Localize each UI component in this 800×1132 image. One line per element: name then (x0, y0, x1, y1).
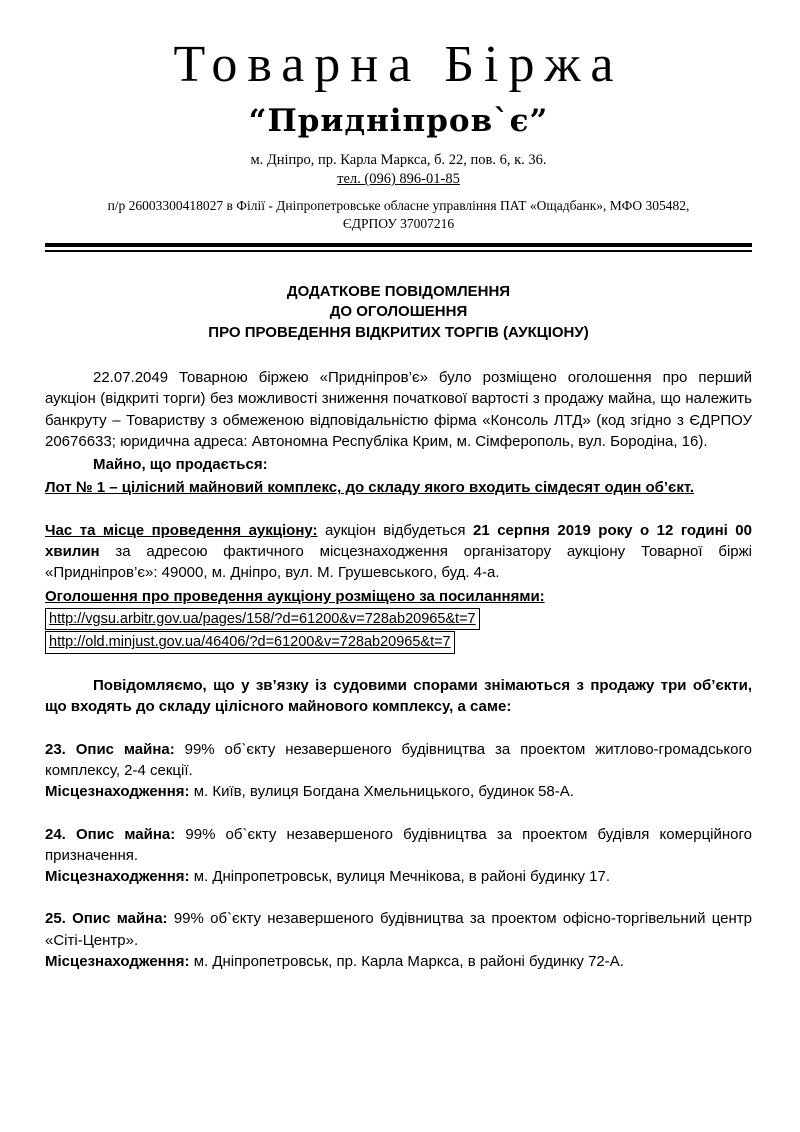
announcement-link-1-url[interactable]: http://vgsu.arbitr.gov.ua/pages/158/?d=61200&v=728ab20965&t=7 (49, 610, 476, 627)
item-25-location (45, 951, 752, 972)
removed-item-23 (45, 739, 752, 803)
item-24-loc-label: Місцезнаходження: (45, 868, 190, 886)
document-title-line3: ПРО ПРОВЕДЕННЯ ВІДКРИТИХ ТОРГІВ (АУКЦІОНУ) (208, 323, 589, 341)
letterhead (45, 38, 752, 233)
auction-time-paragraph (45, 520, 752, 584)
org-address: м. Дніпро, пр. Карла Маркса, б. 22, пов. 6, к. 36. (250, 151, 547, 168)
announcement-link-2[interactable] (45, 631, 455, 654)
bank-details-line1: п/р 26003300418027 в Філії - Дніпропетровське обласне управління ПАТ «Ощадбанк», МФО 305482, (107, 197, 690, 213)
item-25-description (45, 908, 752, 951)
auction-date-bold: 21 серпня 2019 року о 12 годині 00 хвилин (45, 521, 752, 560)
item-23-description (45, 739, 752, 782)
notice-paragraph: Повідомляємо, що у зв’язку із судовими спорами знімаються з продажу три об’єкти, що входять до складу цілісного майнового комплексу, а саме: (45, 677, 752, 716)
announcement-link-1[interactable] (45, 608, 480, 631)
document-title (45, 282, 752, 343)
item-25-desc-label: 25. Опис майна: (45, 910, 168, 928)
removed-item-24 (45, 824, 752, 888)
links-label: Оголошення про проведення аукціону розміщено за посиланнями: (45, 587, 545, 605)
item-24-description (45, 824, 752, 867)
intro-paragraph: 22.07.2049 Товарною біржею «Придніпров’є» було розміщено оголошення про перший аукціон (відкриті торги) без можливості зниження початкової вартості з продажу майна, що належить банкруту – Товариству з обмеженою відповідальністю фірма «Консоль ЛТД» (код згідно з ЄДРПОУ 20676633; юридична адреса: Автономна Республіка Крим, м. Сімферополь, вул. Бородіна, 16). (45, 368, 752, 450)
item-23-loc-text: м. Київ, вулиця Богдана Хмельницького, будинок 58-А. (189, 783, 574, 801)
link-row-1 (45, 607, 752, 631)
item-23-desc-text: 99% об`єкту незавершеного будівництва за проектом житлово-громадського комплексу, 2-4 секції. (45, 740, 752, 779)
org-phone: тел. (096) 896-01-85 (337, 171, 460, 188)
auction-time-text1: аукціон відбудеться (317, 521, 474, 539)
auction-time-label: Час та місце проведення аукціону: (45, 521, 318, 539)
item-24-location (45, 866, 752, 887)
item-23-location (45, 781, 752, 802)
item-25-desc-text: 99% об`єкту незавершеного будівництва за проектом офісно-торгівельний центр «Сіті-Центр». (45, 910, 752, 949)
item-23-desc-label: 23. Опис майна: (45, 740, 175, 758)
removed-item-25 (45, 908, 752, 972)
item-24-loc-text: м. Дніпропетровськ, вулиця Мечнікова, в районі будинку 17. (189, 868, 611, 886)
item-24-desc-label: 24. Опис майна: (45, 825, 176, 843)
item-25-loc-label: Місцезнаходження: (45, 953, 190, 971)
document-title-line1: ДОДАТКОВЕ ПОВІДОМЛЕННЯ (286, 283, 511, 301)
item-23-loc-label: Місцезнаходження: (45, 783, 190, 801)
item-24-desc-text: 99% об`єкту незавершеного будівництва за проектом будівля комерційного призначення. (45, 825, 753, 864)
announcement-link-2-url[interactable]: http://old.minjust.gov.ua/46406/?d=61200&v=728ab20965&t=7 (49, 634, 451, 651)
bank-details-line2: ЄДРПОУ 37007216 (342, 215, 455, 231)
org-type-title: Товарна Біржа (173, 36, 624, 93)
bank-details (45, 197, 752, 233)
header-divider (45, 243, 752, 252)
lot-line: Лот № 1 – цілісний майновий комплекс, до складу якого входить сімдесят один об’єкт. (45, 479, 695, 497)
property-for-sale-label: Майно, що продається: (93, 456, 268, 474)
link-row-2 (45, 630, 752, 654)
org-name-title: “Придніпров`є” (248, 102, 549, 139)
document-title-line2: ДО ОГОЛОШЕННЯ (329, 303, 468, 321)
item-25-loc-text: м. Дніпропетровськ, пр. Карла Маркса, в районі будинку 72-А. (189, 953, 624, 971)
auction-time-text2: за адресою фактичного місцезнаходження організатору аукціону Товарної біржі «Придніпров’є»: 49000, м. Дніпро, вул. М. Грушевського, буд. 4-а. (45, 543, 752, 582)
